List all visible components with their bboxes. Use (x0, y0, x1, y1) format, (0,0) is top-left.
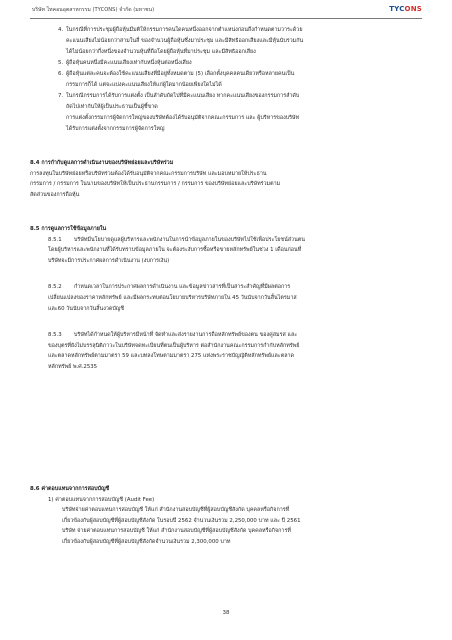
section-line: กรรมการ / กรรมการ ในนามของบริษัทให้เป็นประธานกรรมการ / กรรมการ ของบริษัทย่อยและบริษัทร่วมตาม (30, 181, 281, 188)
section-8-5 (30, 224, 420, 373)
list-item-line: คะแนนเสียงไม่น้อยกว่าสามในสี่ ของจำนวนผู้ถือหุ้นซึ่งมาประชุม และมีสิทธิออกเสียงและมีหุ้นนับรวมกัน (66, 37, 304, 44)
paragraph-line: เกี่ยวข้องกับผู้สอบบัญชีที่ผู้สอบบัญชีสังกัด ในรอบปี 2562 จำนวนเงินรวม 2,250,000 บาท และ ปี 2561 (62, 517, 301, 524)
list-item-line: ผู้ถือหุ้นคนหนึ่งมีคะแนนเสียงเท่ากับหนึ่งหุ้นต่อหนึ่งเสียง (66, 59, 192, 66)
continued-list (58, 25, 416, 135)
paragraph-line: และตลาดหลักทรัพย์ตามมาตรา 59 และบทลงโทษตามมาตรา 275 แห่งพระราชบัญญัติหลักทรัพย์และตลาด (48, 353, 295, 360)
paragraph-line: เกี่ยวข้องกับผู้สอบบัญชีที่ผู้สอบบัญชีสังกัดจำนวนเงินรวม 2,300,000 บาท (62, 538, 231, 545)
paragraph-line: บริษัทมีนโยบายดูแลผู้บริหารและพนักงานในการนำข้อมูลภายในของบริษัทไปใช้เพื่อประโยชน์ส่วนตน (74, 236, 305, 243)
list-item-4 (58, 25, 416, 57)
paragraph-line: เปลี่ยนแปลงของราคาหลักทรัพย์ และมีผลกระทบต่อนโยบายบริหารบริษัทภายใน 45 วันนับจากวันสิ้นไตรมาส (48, 294, 297, 301)
paragraph-label: 8.5.3 (48, 332, 62, 339)
logo-accent-text: ONS (404, 5, 422, 13)
list-item-number: 6. (58, 71, 64, 78)
list-item-number: 7. (58, 93, 64, 100)
list-item-number: 4. (58, 27, 64, 33)
list-item-line: ถัดไปเท่ากันให้ผู้เป็นประธานเป็นผู้ชี้ขาด (66, 104, 158, 111)
list-item-line: ผู้ถือหุ้นแต่ละคนจะต้องใช้คะแนนเสียงที่มีอยู่ทั้งหมดตาม (5) เลือกตั้งบุคคลคนเดียวหรือหลายคนเป็น (66, 71, 295, 78)
paragraph-8-5-1 (30, 235, 420, 267)
paragraph-line: กำหนดเวลาในการประกาศผลการดำเนินงาน และข้อมูลข่าวสารที่เป็นสาระสำคัญที่มีผลต่อการ (74, 284, 291, 291)
paragraph-line: บริษัทจะมีการประกาศผลการดำเนินงาน (งบการเงิน) (48, 257, 170, 264)
list-item-5 (58, 58, 416, 69)
list-item-line: ในกรณีที่การประชุมผู้ถือหุ้นมีมติให้กรรมการคนใดคนหนึ่งออกจากตำแหน่งก่อนถึงกำหนดตามวาระด้วย (66, 27, 303, 33)
paragraph-line: โดยผู้บริหารและพนักงานที่ได้รับทราบข้อมูลภายใน จะต้องระงับการซื้อหรือขายหลักทรัพย์ในช่วง 1 เดือนก่อนที่ (48, 247, 302, 254)
paragraph-line: บริษัทได้กำหนดให้ผู้บริหารมีหน้าที่ จัดทำและส่งรายงานการถือหลักทรัพย์ของตน ของคู่สมรส และ (74, 332, 298, 339)
paragraph-line: หลักทรัพย์ พ.ศ.2535 (48, 363, 98, 370)
paragraph-label: 8.5.1 (48, 236, 62, 243)
company-logo (389, 5, 422, 13)
section-8-4 (30, 158, 420, 200)
list-item-6 (58, 69, 416, 91)
paragraph-label: 8.5.2 (48, 284, 62, 291)
header-divider (30, 18, 422, 19)
paragraph-8-5-3 (30, 330, 420, 372)
paragraph-8-5-2 (30, 282, 420, 314)
section-heading: 8.5 การดูแลการใช้ข้อมูลภายใน (30, 226, 107, 232)
list-item-line: ได้รับการแต่งตั้งจากกรรมการผู้จัดการใหญ่ (66, 125, 165, 132)
section-line: สัดส่วนของการถือหุ้น (30, 191, 80, 198)
page-header (0, 0, 452, 20)
subsection-label: 1) ค่าตอบแทนจากการสอบบัญชี (Audit Fee) (48, 496, 155, 503)
section-heading: 8.4 การกำกับดูแลการดำเนินงานของบริษัทย่อยและบริษัทร่วม (30, 160, 174, 166)
paragraph-line: บริษัทจ่ายค่าตอบแทนการสอบบัญชี ให้แก่ สำนักงานสอบบัญชีที่ผู้สอบบัญชีสังกัด บุคคลหรือกิจการที่ (62, 507, 290, 514)
section-8-6 (30, 484, 420, 548)
list-item-7 (58, 91, 416, 134)
paragraph-line: บริษัท จ่ายค่าตอบแทนการสอบบัญชี ให้แก่ สำนักงานสอบบัญชีที่ผู้สอบบัญชีสังกัด บุคคลหรือกิจการที่ (62, 528, 291, 535)
list-item-number: 5. (58, 59, 64, 66)
paragraph-line: และ60 วันนับจากวันสิ้นงวดบัญชี (48, 305, 125, 312)
list-item-line: ได้ไม่น้อยกว่ากึ่งหนึ่งของจำนวนหุ้นที่ถือโดยผู้ถือหุ้นที่มาประชุม และมีสิทธิออกเสียง (66, 48, 256, 55)
company-name: บริษัท ไทคอนอุตสาหกรรม (TYCONS) จำกัด (มหาชน) (32, 7, 155, 13)
list-item-line: การแต่งตั้งกรรมการผู้จัดการใหญ่ของบริษัทต้องได้รับอนุมัติจากคณะกรรมการ และ ผู้บริหารของบริษัท (66, 114, 300, 121)
list-item-line: ในกรณีกรรมการได้รับการแต่งตั้ง เป็นลำดับถัดไปที่มีคะแนนเสียง หากคะแนนเสียงของกรรมการลำดับ (66, 93, 300, 100)
logo-main-text: TYC (389, 5, 405, 13)
list-item-line: กรรมการก็ได้ แต่จะแบ่งคะแนนเสียงให้แก่ผู้ใดมากน้อยเพียงใดไม่ได้ (66, 81, 222, 88)
section-line: การลงทุนในบริษัทย่อยหรือบริษัทร่วมต้องได้รับอนุมัติจากคณะกรรมการบริษัท และมอบหมายให้ประธาน (30, 170, 267, 177)
page-number: 38 (222, 610, 230, 616)
subsection-body (30, 505, 420, 547)
section-heading: 8.6 ค่าตอบแทนจากการสอบบัญชี (30, 486, 110, 492)
paragraph-line: ของบุตรที่ยังไม่บรรลุนิติภาวะในบริษัทจดทะเบียนที่ตนเป็นผู้บริหาร ต่อสำนักงานคณะกรรมการกำกับหลักทรัพย์ (48, 342, 300, 349)
